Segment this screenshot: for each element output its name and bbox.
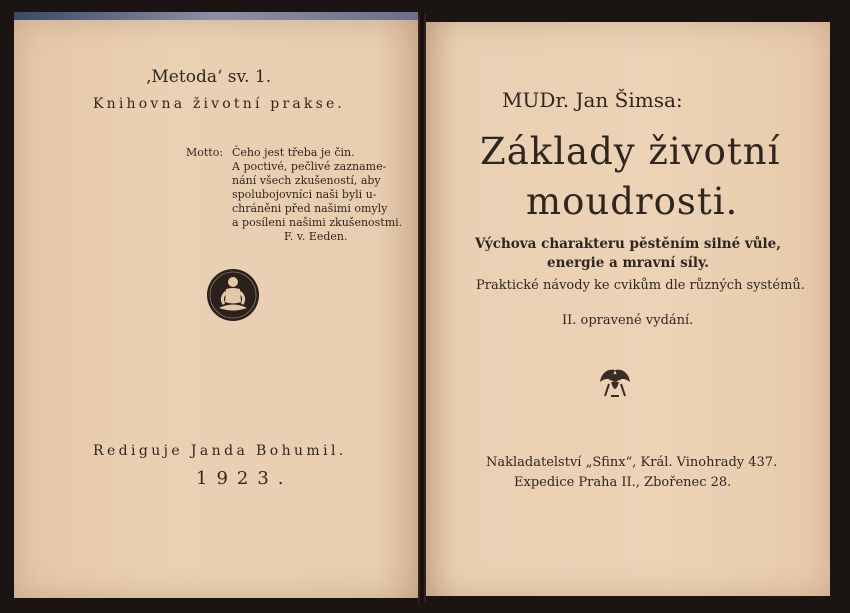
- motto-author: F. v. Eeden.: [284, 230, 348, 243]
- practical-guide-line: Praktické návody ke cvikům dle různých systémů.: [476, 278, 805, 293]
- motto-label: Motto:: [186, 146, 224, 159]
- motto-line: nání všech zkušeností, aby: [232, 174, 381, 187]
- series-label: ‚Metoda‘ sv. 1.: [146, 67, 272, 87]
- motto-line: chráněni před našimi omyly: [232, 202, 388, 215]
- book-title-line-1: Základy životní: [480, 130, 781, 173]
- subtitle-line-1: Výchova charakteru pěstěním silné vůle,: [475, 236, 781, 252]
- edition-label: II. opravené vydání.: [562, 313, 694, 328]
- library-label: Knihovna životní prakse.: [93, 96, 346, 112]
- book-gutter: [418, 14, 426, 602]
- expedition-line: Expedice Praha II., Zbořenec 28.: [514, 475, 732, 490]
- publisher-line: Nakladatelství „Sfinx“, Král. Vinohrady 437.: [486, 455, 778, 470]
- motto-line: Čeho jest třeba je čin.: [232, 146, 355, 159]
- subtitle-line-2: energie a mravní síly.: [547, 255, 709, 271]
- author-name: MUDr. Jan Šimsa:: [502, 88, 683, 112]
- editor-label: Rediguje Janda Bohumil.: [93, 443, 347, 459]
- motto-line: spolubojovníci naši byli u-: [232, 188, 377, 201]
- motto-line: A poctivé, pečlivé zazname-: [232, 160, 387, 173]
- publication-year: 1923.: [196, 468, 293, 489]
- sphinx-publisher-mark-icon: [597, 366, 633, 400]
- meditating-figure-emblem: [206, 268, 260, 322]
- book-title-line-2: moudrosti.: [526, 180, 739, 223]
- motto-line: a posíleni našimi zkušenostmi.: [232, 216, 403, 229]
